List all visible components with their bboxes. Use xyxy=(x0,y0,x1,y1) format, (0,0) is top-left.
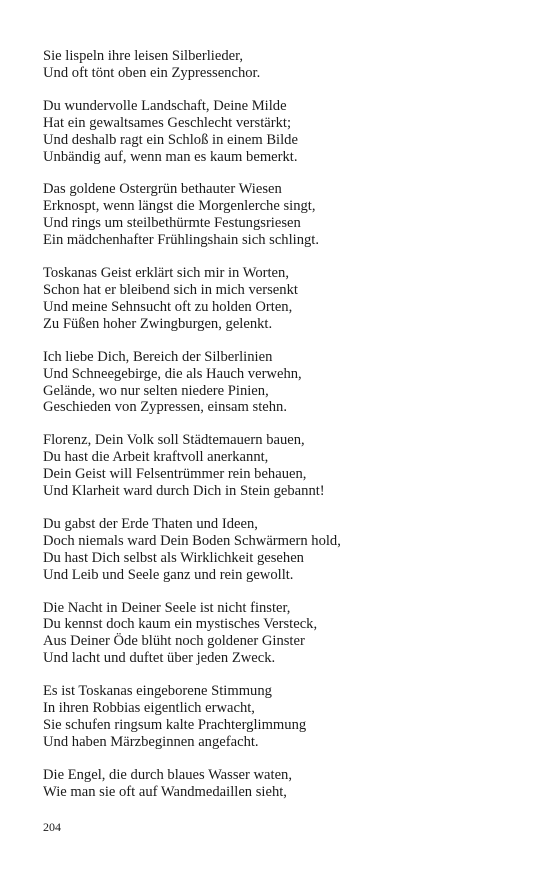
verse-line: Die Nacht in Deiner Seele ist nicht finster, xyxy=(43,599,291,616)
verse-line: Und haben Märzbeginnen angefacht. xyxy=(43,733,259,750)
verse-line: Und lacht und duftet über jeden Zweck. xyxy=(43,650,276,667)
verse-line: Die Engel, die durch blaues Wasser waten, xyxy=(43,766,292,783)
verse-line: Sie schufen ringsum kalte Prachterglimmung xyxy=(43,717,307,733)
verse-line: Und meine Sehnsucht oft zu holden Orten, xyxy=(43,298,293,315)
stanza xyxy=(43,265,523,333)
verse-line: Du gabst der Erde Thaten und Ideen, xyxy=(43,515,258,532)
verse-line: Du kennst doch kaum ein mystisches Versteck, xyxy=(43,616,318,633)
verse-line: Du wundervolle Landschaft, Deine Milde xyxy=(43,97,287,114)
stanza xyxy=(43,181,523,249)
verse-line: Toskanas Geist erklärt sich mir in Worten, xyxy=(43,265,289,282)
verse-line: Unbändig auf, wenn man es kaum bemerkt. xyxy=(43,148,298,165)
verse-line: Zu Füßen hoher Zwingburgen, gelenkt. xyxy=(43,315,273,332)
verse-line: Hat ein gewaltsames Geschlecht verstärkt; xyxy=(43,114,292,131)
verse-line: Du hast die Arbeit kraftvoll anerkannt, xyxy=(43,449,269,466)
stanza xyxy=(43,516,523,584)
verse-line: Geschieden von Zypressen, einsam stehn. xyxy=(43,399,287,416)
verse-line: Wie man sie oft auf Wandmedaillen sieht, xyxy=(43,783,287,800)
poem-text xyxy=(43,48,523,817)
stanza xyxy=(43,767,523,801)
stanza xyxy=(43,683,523,751)
stanza xyxy=(43,432,523,500)
verse-line: Schon hat er bleibend sich in mich versenkt xyxy=(43,281,298,298)
stanza xyxy=(43,48,523,82)
verse-line: Sie lispeln ihre leisen Silberlieder, xyxy=(43,48,244,64)
verse-line: Aus Deiner Öde blüht noch goldener Ginster xyxy=(43,633,305,650)
verse-line: In ihren Robbias eigentlich erwacht, xyxy=(43,700,255,717)
verse-line: Dein Geist will Felsentrümmer rein behauen, xyxy=(43,466,307,483)
verse-line: Doch niemals ward Dein Boden Schwärmern hold, xyxy=(43,532,341,549)
verse-line: Und oft tönt oben ein Zypressenchor. xyxy=(43,64,261,81)
stanza xyxy=(43,349,523,417)
verse-line: Du hast Dich selbst als Wirklichkeit gesehen xyxy=(43,549,304,566)
verse-line: Es ist Toskanas eingeborene Stimmung xyxy=(43,683,272,700)
verse-line: Und Klarheit ward durch Dich in Stein gebannt! xyxy=(43,483,325,500)
verse-line: Das goldene Ostergrün bethauter Wiesen xyxy=(43,181,282,198)
verse-line: Und Schneegebirge, die als Hauch verwehn, xyxy=(43,365,302,382)
verse-line: Florenz, Dein Volk soll Städtemauern bauen, xyxy=(43,432,305,449)
verse-line: Und rings um steilbethürmte Festungsriesen xyxy=(43,215,301,232)
page-number: 204 xyxy=(43,820,61,834)
stanza xyxy=(43,600,523,668)
verse-line: Und Leib und Seele ganz und rein gewollt. xyxy=(43,566,294,583)
verse-line: Ich liebe Dich, Bereich der Silberlinien xyxy=(43,348,273,365)
verse-line: Erknospt, wenn längst die Morgenlerche singt, xyxy=(43,198,316,215)
verse-line: Gelände, wo nur selten niedere Pinien, xyxy=(43,382,269,399)
stanza xyxy=(43,98,523,166)
verse-line: Und deshalb ragt ein Schloß in einem Bilde xyxy=(43,131,298,148)
verse-line: Ein mädchenhafter Frühlingshain sich schlingt. xyxy=(43,232,320,249)
